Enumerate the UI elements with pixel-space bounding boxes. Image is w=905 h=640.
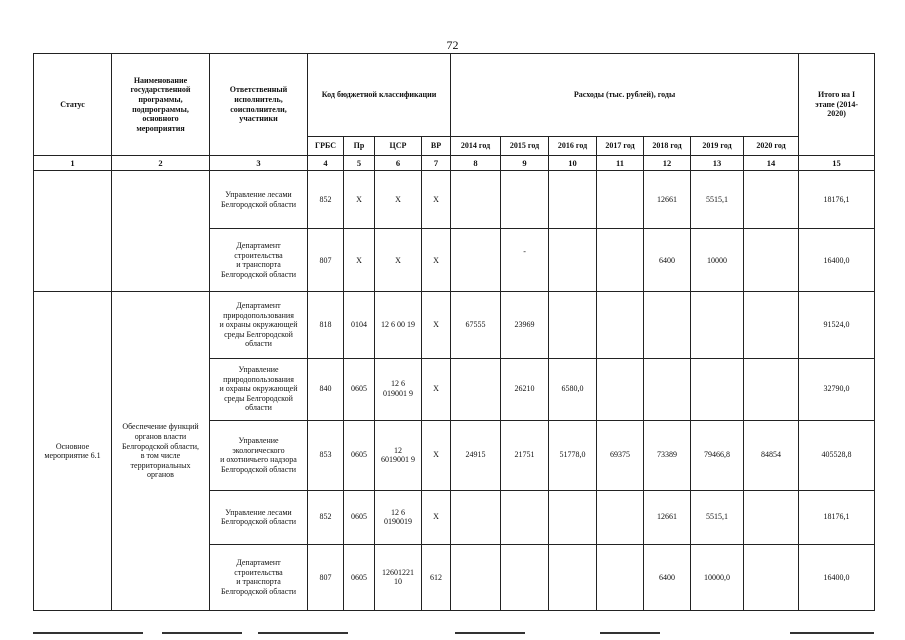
total-cell: 405528,8 — [799, 420, 875, 490]
y2020-cell — [744, 544, 799, 610]
pr-cell: 0104 — [344, 292, 375, 358]
y2019-cell: 79466,8 — [691, 420, 744, 490]
header-status: Статус — [34, 54, 112, 156]
csr-cell: 12 6019001 9 — [375, 420, 422, 490]
csr-cell: 12 6 0190019 — [375, 490, 422, 544]
y2016-cell — [549, 490, 597, 544]
y2016-cell — [549, 171, 597, 229]
next-page-edge-mark — [600, 632, 660, 634]
col-number: 8 — [451, 156, 501, 171]
y2019-cell: 5515,1 — [691, 490, 744, 544]
next-page-edge-mark — [258, 632, 348, 634]
y2017-cell — [597, 229, 644, 292]
y2014-cell — [451, 490, 501, 544]
y2020-cell — [744, 229, 799, 292]
total-cell: 91524,0 — [799, 292, 875, 358]
total-cell: 16400,0 — [799, 229, 875, 292]
col-number: 3 — [210, 156, 308, 171]
y2014-cell — [451, 229, 501, 292]
col-number: 14 — [744, 156, 799, 171]
y2017-cell: 69375 — [597, 420, 644, 490]
grbs-cell: 852 — [308, 490, 344, 544]
y2019-cell — [691, 358, 744, 420]
y2015-cell: - — [501, 229, 549, 292]
y2020-cell: 84854 — [744, 420, 799, 490]
participant-cell: Управление лесами Белгородской области — [210, 490, 308, 544]
csr-cell: 12 6 00 19 — [375, 292, 422, 358]
y2017-cell — [597, 358, 644, 420]
pr-cell: X — [344, 171, 375, 229]
y2017-cell — [597, 171, 644, 229]
name-cell-empty — [112, 171, 210, 292]
col-number: 9 — [501, 156, 549, 171]
grbs-cell: 807 — [308, 229, 344, 292]
y2015-cell — [501, 544, 549, 610]
next-page-edge-mark — [455, 632, 525, 634]
header-year-2018: 2018 год — [644, 137, 691, 156]
csr-cell: X — [375, 229, 422, 292]
y2019-cell: 10000 — [691, 229, 744, 292]
header-year-2017: 2017 год — [597, 137, 644, 156]
total-cell: 18176,1 — [799, 490, 875, 544]
y2018-cell: 6400 — [644, 544, 691, 610]
header-grbs: ГРБС — [308, 137, 344, 156]
y2018-cell: 73389 — [644, 420, 691, 490]
y2020-cell — [744, 358, 799, 420]
next-page-edge-mark — [162, 632, 242, 634]
next-page-edge-mark — [33, 632, 143, 634]
header-year-2019: 2019 год — [691, 137, 744, 156]
y2018-cell: 12661 — [644, 171, 691, 229]
header-row-1 — [34, 54, 875, 137]
grbs-cell: 853 — [308, 420, 344, 490]
participant-cell: Управление лесами Белгородской области — [210, 171, 308, 229]
vr-cell: X — [422, 171, 451, 229]
col-number: 2 — [112, 156, 210, 171]
header-year-2020: 2020 год — [744, 137, 799, 156]
participant-cell: Управление природопользования и охраны окружающей среды Белгородской области — [210, 358, 308, 420]
header-year-2014: 2014 год — [451, 137, 501, 156]
participant-cell: Департамент природопользования и охраны окружающей среды Белгородской области — [210, 292, 308, 358]
header-budget-code: Код бюджетной классификации — [308, 54, 451, 137]
grbs-cell: 840 — [308, 358, 344, 420]
grbs-cell: 852 — [308, 171, 344, 229]
vr-cell: X — [422, 292, 451, 358]
header-expenses: Расходы (тыс. рублей), годы — [451, 54, 799, 137]
col-number: 10 — [549, 156, 597, 171]
csr-cell: 12601221 10 — [375, 544, 422, 610]
table-row — [34, 171, 875, 229]
vr-cell: X — [422, 490, 451, 544]
header-pr: Пр — [344, 137, 375, 156]
y2015-cell: 26210 — [501, 358, 549, 420]
status-cell: Основное мероприятие 6.1 — [34, 292, 112, 611]
participant-cell: Департамент строительства и транспорта Белгородской области — [210, 544, 308, 610]
y2020-cell — [744, 292, 799, 358]
y2017-cell — [597, 544, 644, 610]
csr-cell: 12 6 019001 9 — [375, 358, 422, 420]
csr-cell: X — [375, 171, 422, 229]
table-row — [34, 292, 875, 358]
grbs-cell: 807 — [308, 544, 344, 610]
budget-table — [33, 53, 875, 611]
pr-cell: 0605 — [344, 490, 375, 544]
header-vr: ВР — [422, 137, 451, 156]
y2019-cell: 5515,1 — [691, 171, 744, 229]
col-number: 11 — [597, 156, 644, 171]
y2016-cell: 51778,0 — [549, 420, 597, 490]
y2015-cell — [501, 171, 549, 229]
y2017-cell — [597, 490, 644, 544]
col-number: 12 — [644, 156, 691, 171]
y2014-cell — [451, 544, 501, 610]
header-name: Наименование государственной программы, подпрограммы, основного мероприятия — [112, 54, 210, 156]
vr-cell: 612 — [422, 544, 451, 610]
y2015-cell: 21751 — [501, 420, 549, 490]
y2016-cell — [549, 292, 597, 358]
col-number: 6 — [375, 156, 422, 171]
y2018-cell: 12661 — [644, 490, 691, 544]
y2015-cell: 23969 — [501, 292, 549, 358]
col-number: 7 — [422, 156, 451, 171]
col-number: 5 — [344, 156, 375, 171]
y2019-cell — [691, 292, 744, 358]
col-number: 4 — [308, 156, 344, 171]
pr-cell: 0605 — [344, 544, 375, 610]
y2014-cell: 24915 — [451, 420, 501, 490]
page-number: 72 — [446, 38, 459, 52]
y2019-cell: 10000,0 — [691, 544, 744, 610]
col-number: 13 — [691, 156, 744, 171]
total-cell: 32790,0 — [799, 358, 875, 420]
total-cell: 18176,1 — [799, 171, 875, 229]
y2018-cell — [644, 358, 691, 420]
col-number: 1 — [34, 156, 112, 171]
y2014-cell — [451, 171, 501, 229]
header-responsible: Ответственный исполнитель, соисполнители, участники — [210, 54, 308, 156]
y2016-cell — [549, 229, 597, 292]
y2014-cell: 67555 — [451, 292, 501, 358]
pr-cell: 0605 — [344, 420, 375, 490]
col-number: 15 — [799, 156, 875, 171]
total-cell: 16400,0 — [799, 544, 875, 610]
next-page-edge-mark — [790, 632, 874, 634]
header-csr: ЦСР — [375, 137, 422, 156]
status-cell-empty — [34, 171, 112, 292]
y2017-cell — [597, 292, 644, 358]
y2016-cell — [549, 544, 597, 610]
header-year-2015: 2015 год — [501, 137, 549, 156]
y2020-cell — [744, 490, 799, 544]
header-year-2016: 2016 год — [549, 137, 597, 156]
header-total: Итого на I этапе (2014- 2020) — [799, 54, 875, 156]
vr-cell: X — [422, 229, 451, 292]
pr-cell: X — [344, 229, 375, 292]
y2014-cell — [451, 358, 501, 420]
y2020-cell — [744, 171, 799, 229]
pr-cell: 0605 — [344, 358, 375, 420]
participant-cell: Департамент строительства и транспорта Белгородской области — [210, 229, 308, 292]
column-number-row — [34, 156, 875, 171]
vr-cell: X — [422, 358, 451, 420]
y2016-cell: 6580,0 — [549, 358, 597, 420]
vr-cell: X — [422, 420, 451, 490]
y2018-cell: 6400 — [644, 229, 691, 292]
y2018-cell — [644, 292, 691, 358]
grbs-cell: 818 — [308, 292, 344, 358]
y2015-cell — [501, 490, 549, 544]
event-name-cell: Обеспечение функций органов власти Белгородской области, в том числе территориальных органов — [112, 292, 210, 611]
participant-cell: Управление экологического и охотничьего надзора Белгородской области — [210, 420, 308, 490]
